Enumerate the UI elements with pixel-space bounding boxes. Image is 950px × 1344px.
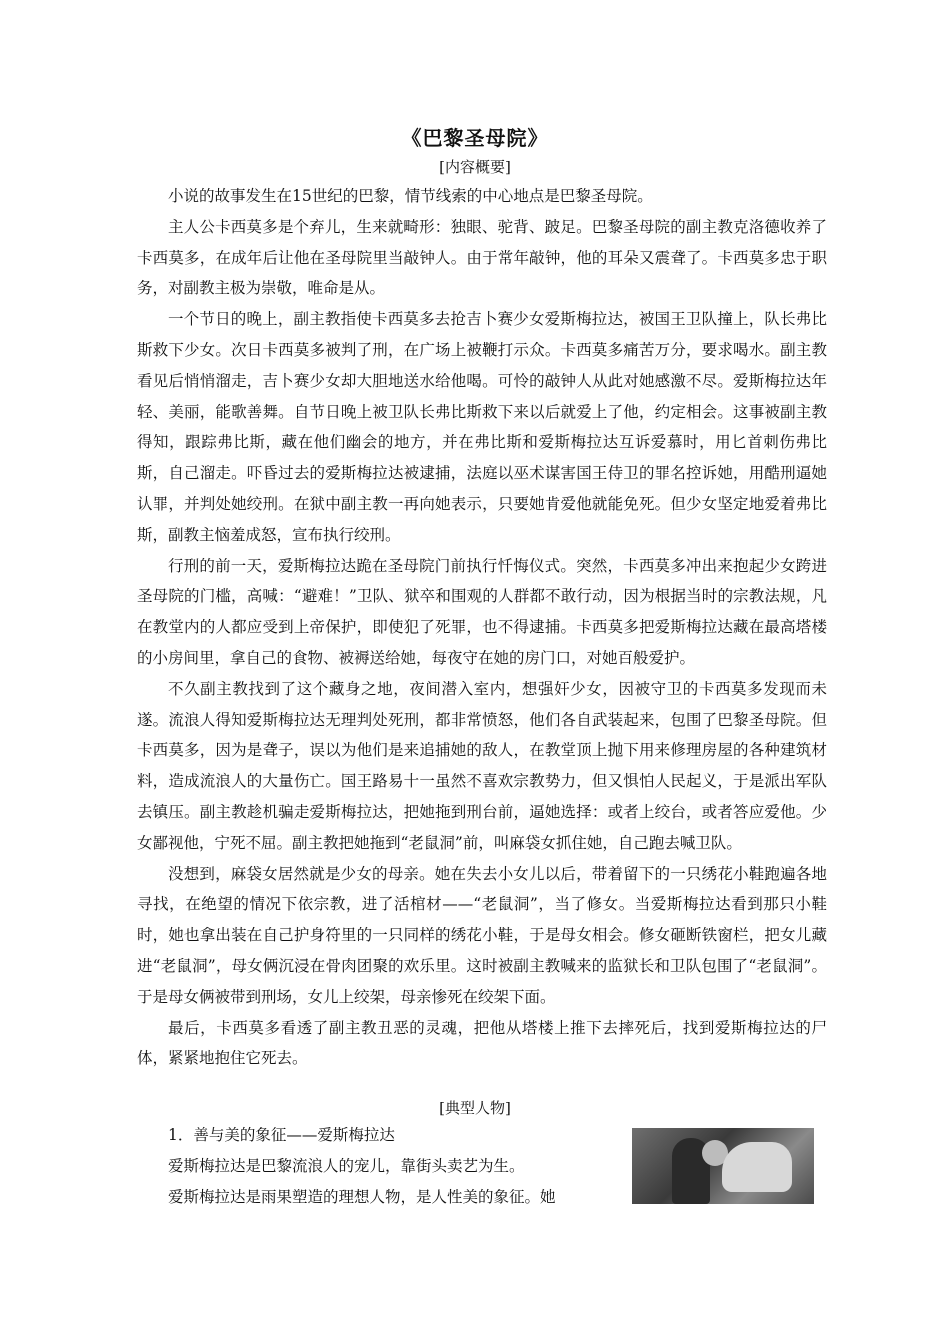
paragraph: 一个节日的晚上，副主教指使卡西莫多去抢吉卜赛少女爱斯梅拉达，被国王卫队撞上，队长弗比斯救下少女。次日卡西莫多被判了刑，在广场上被鞭打示众。卡西莫多痛苦万分，要求喝水。副主教看见后悄悄溜走，吉卜赛少女却大胆地送水给他喝。可怜的敲钟人从此对她感激不尽。爱斯梅拉达年轻、美丽，能歌善舞。自节日晚上被卫队长弗比斯救下来以后就爱上了他，约定相会。这事被副主教得知，跟踪弗比斯，藏在他们幽会的地方，并在弗比斯和爱斯梅拉达互诉爱慕时，用匕首刺伤弗比斯，自己溜走。吓昏过去的爱斯梅拉达被逮捕，法庭以巫术谋害国王侍卫的罪名控诉她，用酷刑逼她认罪，并判处她绞刑。在狱中副主教一再向她表示，只要她肯爱他就能免死。但少女坚定地爱着弗比斯，副教主恼羞成怒，宣布执行绞刑。 bbox=[137, 310, 827, 544]
esmeralda-photo bbox=[632, 1128, 814, 1204]
paragraph: 不久副主教找到了这个藏身之地，夜间潜入室内，想强奸少女，因被守卫的卡西莫多发现而未遂。流浪人得知爱斯梅拉达无理判处死刑，都非常愤怒，他们各自武装起来，包围了巴黎圣母院。但卡西莫多，因为是聋子，误以为他们是来追捕她的敌人，在教堂顶上抛下用来修理房屋的各种建筑材料，造成流浪人的大量伤亡。国王路易十一虽然不喜欢宗教势力，但又惧怕人民起义，于是派出军队去镇压。副主教趁机骗走爱斯梅拉达，把她拖到刑台前，逼她选择：或者上绞台，或者答应爱他。少女鄙视他，宁死不屈。副主教把她拖到“老鼠洞”前，叫麻袋女抓住她，自己跑去喊卫队。 bbox=[137, 679, 827, 852]
paragraph: 爱斯梅拉达是巴黎流浪人的宠儿，靠街头卖艺为生。 bbox=[168, 1156, 525, 1175]
paragraph: 行刑的前一天，爱斯梅拉达跪在圣母院门前执行忏悔仪式。突然，卡西莫多冲出来抱起少女跨进圣母院的门槛，高喊：“避难！”卫队、狱卒和围观的人群都不敢行动，因为根据当时的宗教法规，凡在教堂内的人都应受到上帝保护，即使犯了死罪，也不得逮捕。卡西莫多把爱斯梅拉达藏在最高塔楼的小房间里，拿自己的食物、被褥送给她，每夜守在她的房门口，对她百般爱护。 bbox=[137, 556, 827, 667]
paragraph: 没想到，麻袋女居然就是少女的母亲。她在失去小女儿以后，带着留下的一只绣花小鞋跑遍各地寻找，在绝望的情况下依宗教，进了活棺材——“老鼠洞”，当了修女。当爱斯梅拉达看到那只小鞋时，她也拿出装在自己护身符里的一只同样的绣花小鞋，于是母女相会。修女砸断铁窗栏，把女儿藏进“老鼠洞”，母女俩沉浸在骨肉团聚的欢乐里。这时被副主教喊来的监狱长和卫队包围了“老鼠洞”。于是母女俩被带到刑场，女儿上绞架，母亲惨死在绞架下面。 bbox=[137, 864, 827, 1006]
document-title: 《巴黎圣母院》 bbox=[401, 126, 549, 150]
character-heading: 1．善与美的象征——爱斯梅拉达 bbox=[168, 1126, 395, 1144]
paragraph: 爱斯梅拉达是雨果塑造的理想人物，是人性美的象征。她 bbox=[168, 1187, 556, 1206]
paragraph: 最后，卡西莫多看透了副主教丑恶的灵魂，把他从塔楼上推下去摔死后，找到爱斯梅拉达的尸体，紧紧地抱住它死去。 bbox=[137, 1018, 827, 1068]
section-heading-summary: [内容概要] bbox=[439, 158, 511, 176]
photo-figure-goat bbox=[722, 1142, 792, 1192]
paragraph: 主人公卡西莫多是个弃儿，生来就畸形：独眼、驼背、跛足。巴黎圣母院的副主教克洛德收养了卡西莫多，在成年后让他在圣母院里当敲钟人。由于常年敲钟，他的耳朵又震聋了。卡西莫多忠于职务，对副教主极为崇敬，唯命是从。 bbox=[137, 217, 827, 298]
section-heading-characters: [典型人物] bbox=[439, 1099, 511, 1117]
paragraph: 小说的故事发生在15世纪的巴黎，情节线索的中心地点是巴黎圣母院。 bbox=[168, 187, 653, 205]
characters-body bbox=[137, 1120, 617, 1212]
summary-body bbox=[137, 181, 827, 1074]
